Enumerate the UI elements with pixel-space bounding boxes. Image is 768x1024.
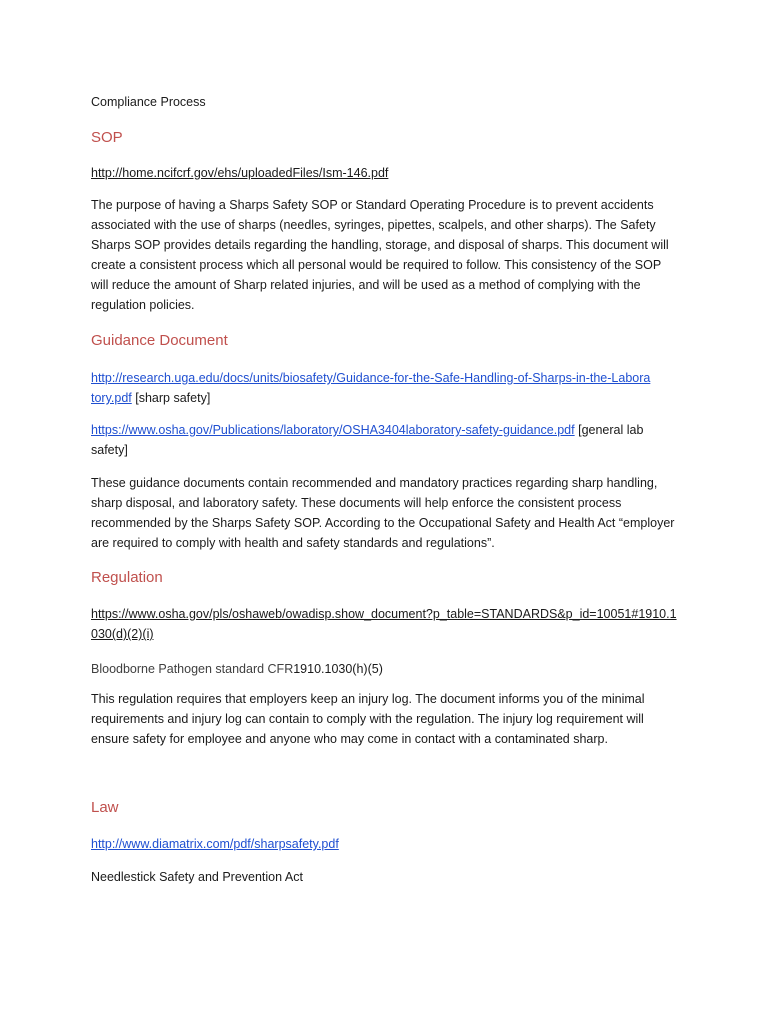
guidance-link1-line (91, 368, 651, 408)
guidance-link2-note: [general lab safety] (91, 423, 644, 457)
law-url-line (91, 834, 681, 854)
guidance-link1-url[interactable]: http://research.uga.edu/docs/units/biosafety/Guidance-for-the-Safe-Handling-of-Sharps-in-the-Laboratory.pdf (91, 371, 651, 405)
guidance-heading: Guidance Document (91, 332, 228, 349)
regulation-heading: Regulation (91, 569, 163, 586)
law-url[interactable]: http://www.diamatrix.com/pdf/sharpsafety.pdf (91, 837, 339, 851)
sop-url[interactable]: http://home.ncifcrf.gov/ehs/uploadedFiles/Ism-146.pdf (91, 166, 389, 180)
regulation-paragraph: This regulation requires that employers keep an injury log. The document informs you of the minimal requirements and injury log can contain to comply with the regulation. The injury log requirement will ensure safety for employee and anyone who may come in contact with a contaminated sharp. (91, 692, 645, 746)
law-heading: Law (91, 799, 119, 816)
regulation-standard-code: 1910.1030(h)(5) (293, 662, 383, 676)
sop-heading: SOP (91, 129, 123, 146)
regulation-standard-prefix: Bloodborne Pathogen standard CFR (91, 662, 294, 676)
guidance-paragraph: These guidance documents contain recommended and mandatory practices regarding sharp handling, sharp disposal, and laboratory safety. These documents will help enforce the consistent process recommended by the Sharps Safety SOP. According to the Occupational Safety and Health Act “employer are required to comply with health and safety standards and regulations”. (91, 476, 675, 550)
guidance-link2-line (91, 420, 669, 460)
law-act: Needlestick Safety and Prevention Act (91, 870, 303, 884)
document-title: Compliance Process (91, 95, 206, 109)
regulation-url[interactable]: https://www.osha.gov/pls/oshaweb/owadisp.show_document?p_table=STANDARDS&p_id=10051#1910.1030(d)(2)(i) (91, 607, 677, 641)
guidance-link2-url[interactable]: https://www.osha.gov/Publications/laboratory/OSHA3404laboratory-safety-guidance.pdf (91, 423, 575, 437)
regulation-standard (91, 660, 681, 678)
guidance-link1-note: [sharp safety] (135, 391, 211, 405)
sop-paragraph: The purpose of having a Sharps Safety SOP or Standard Operating Procedure is to prevent accidents associated with the use of sharps (needles, syringes, pipettes, scalpels, and other sharps). The Safety Sharps SOP provides details regarding the handling, storage, and disposal of sharps. This document will create a consistent process which all personal would be required to follow. This consistency of the SOP will reduce the amount of Sharp related injuries, and will be used as a method of complying with the regulation policies. (91, 198, 669, 312)
